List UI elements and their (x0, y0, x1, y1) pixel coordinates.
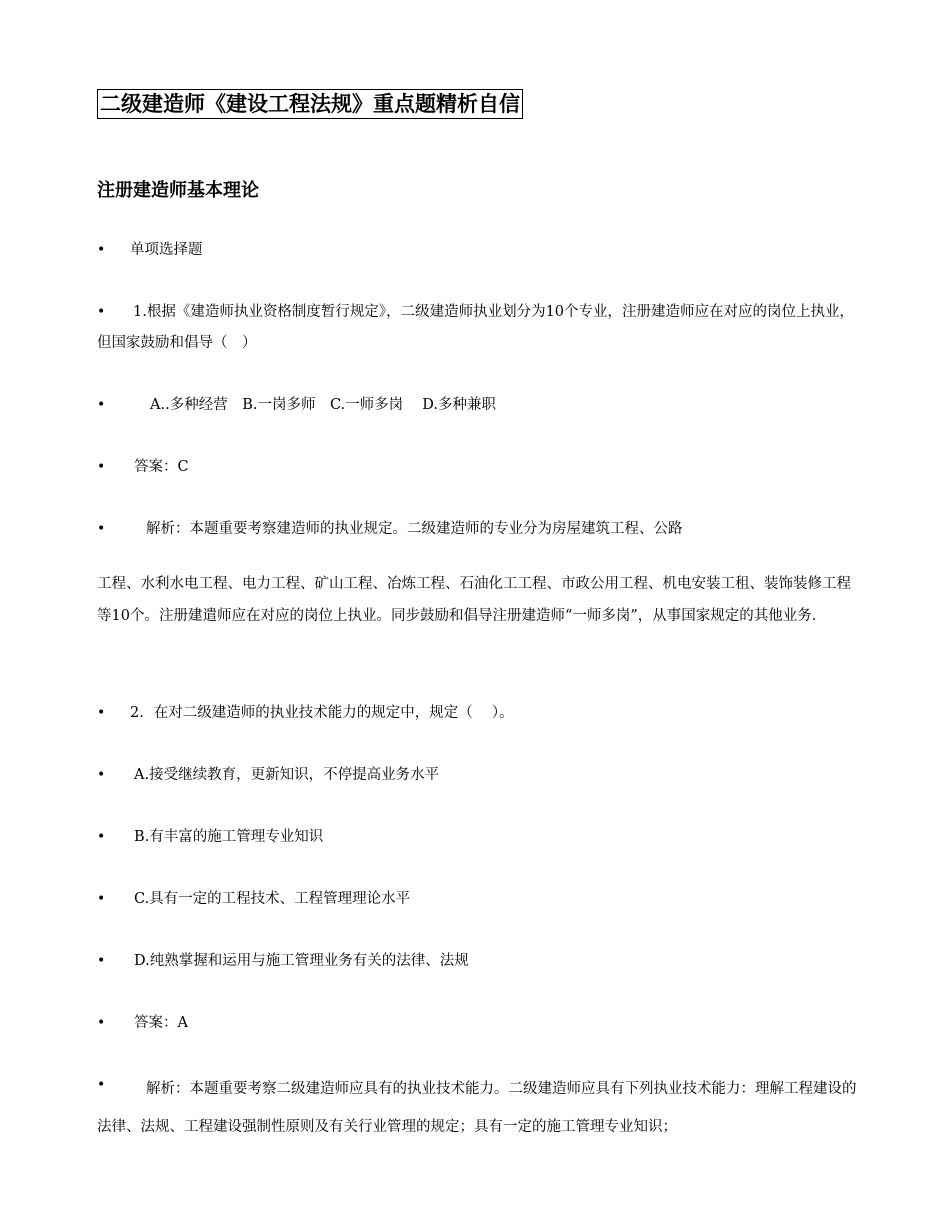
bullet-icon: • (97, 829, 106, 845)
question-1-analysis: 解析：本题重要考察建造师的执业规定。二级建造师的专业分为房屋建筑工程、公路 (146, 521, 683, 537)
question-1-answer: 答案：C (134, 459, 189, 475)
bullet-icon: • (97, 304, 106, 320)
bullet-icon: • (97, 953, 106, 969)
bullet-icon: • (97, 521, 106, 537)
bullet-icon: • (97, 1077, 106, 1093)
document-title: 二级建造师《建设工程法规》重点题精析自信 (97, 89, 523, 119)
question-2-text: 2．在对二级建造师的执业技术能力的规定中，规定（ ）。 (130, 705, 514, 721)
section-heading: 注册建造师基本理论 (97, 180, 259, 201)
list-item (97, 297, 857, 361)
list-item (97, 1070, 857, 1140)
bullet-icon: • (97, 397, 106, 413)
question-2-option-c: C.具有一定的工程技术、工程管理理论水平 (134, 891, 411, 907)
question-2-answer: 答案：A (134, 1015, 188, 1031)
bullet-icon: • (97, 1015, 106, 1031)
bullet-icon: • (97, 891, 106, 907)
question-2-analysis: 解析：本题重要考察二级建造师应具有的执业技术能力。二级建造师应具有下列执业技术能力：理解工程建设的法律、法规、工程建设强制性原则及有关行业管理的规定；具有一定的施工管理专业知识； (97, 1081, 857, 1135)
question-1-text: 1.根据《建造师执业资格制度暂行规定》，二级建造师执业划分为10个专业，注册建造师应在对应的岗位上执业，但国家鼓励和倡导（ ） (97, 304, 855, 351)
bullet-icon: • (97, 242, 106, 258)
question-2-option-d: D.纯熟掌握和运用与施工管理业务有关的法律、法规 (134, 953, 469, 969)
bullet-icon: • (97, 459, 106, 475)
question-1-options: A..多种经营 B.一岗多师 C.一师多岗 D.多种兼职 (150, 397, 496, 413)
question-1-analysis-continued: 工程、水利水电工程、电力工程、矿山工程、冶炼工程、石油化工工程、市政公用工程、机电安装工租、装饰装修工程等10个。注册建遣师应在对应的岗位上执业。同步鼓励和倡导注册建造师“一师多岗”，从事国家规定的其他业务. (97, 576, 851, 624)
question-type-label: 单项选择题 (130, 242, 203, 258)
question-2-option-a: A.接受继续教育，更新知识，不停提高业务水平 (134, 767, 440, 783)
bullet-icon: • (97, 767, 106, 783)
bullet-icon: • (97, 705, 106, 721)
question-2-option-b: B.有丰富的施工管理专业知识 (134, 829, 324, 845)
